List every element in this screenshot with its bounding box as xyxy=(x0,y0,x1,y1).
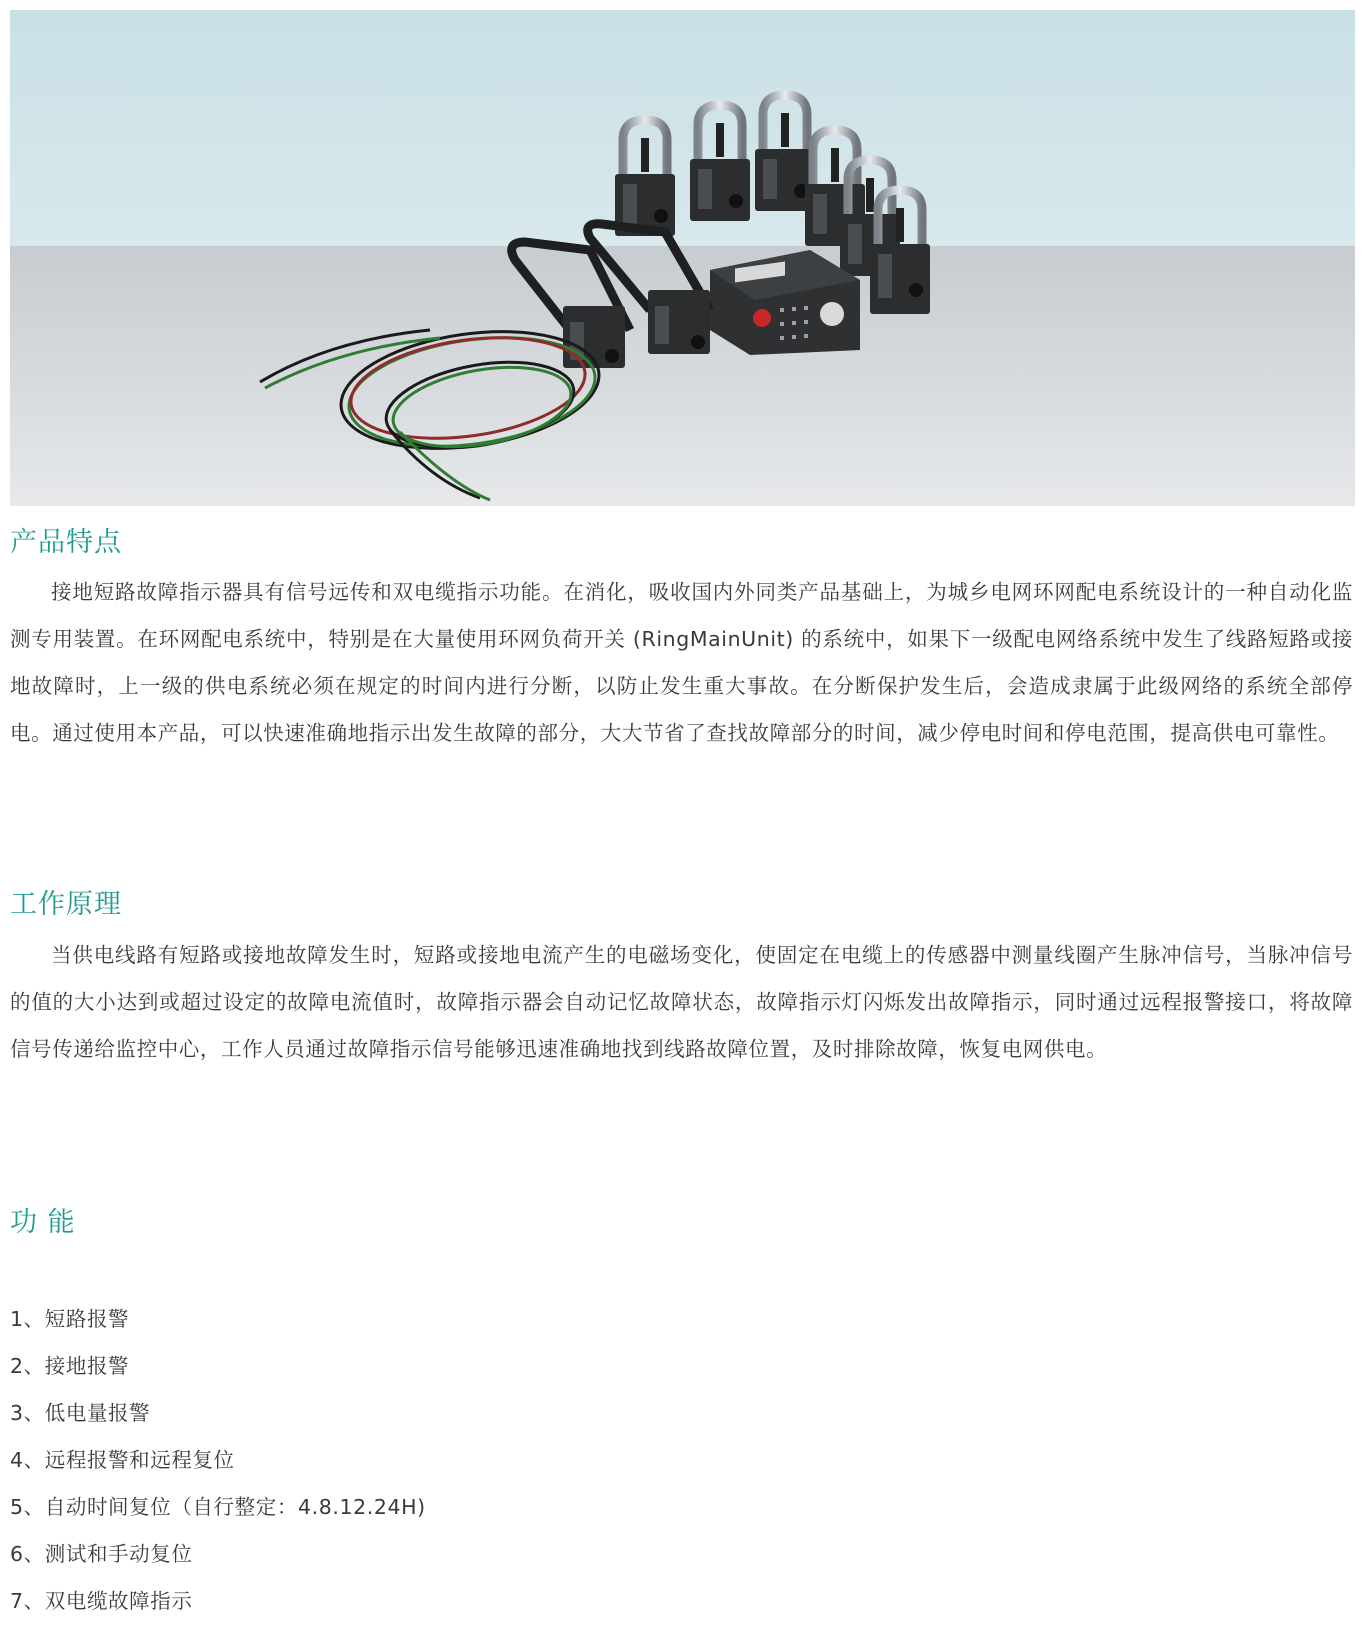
function-item: 2、接地报警 xyxy=(10,1354,130,1378)
functions-list xyxy=(10,1296,426,1625)
section-title-functions: 功 能 xyxy=(10,1207,76,1238)
function-item: 1、短路报警 xyxy=(10,1307,130,1331)
function-item: 7、双电缆故障指示 xyxy=(10,1589,193,1613)
section-title-features: 产品特点 xyxy=(10,527,122,558)
features-paragraph: 接地短路故障指示器具有信号远传和双电缆指示功能。在消化，吸收国内外同类产品基础上，为城乡电网环网配电系统设计的一种自动化监测专用装置。在环网配电系统中，特别是在大量使用环网负荷开关 (RingMainUnit) 的系统中，如果下一级配电网络系统中发生了线路短路或接地故障时，上一级的供电系统必须在规定的时间内进行分断，以防止发生重大事故。在分断保护发生后，会造成隶属于此级网络的系统全部停电。通过使用本产品，可以快速准确地指示出发生故障的部分，大大节省了查找故障部分的时间，减少停电时间和停电范围，提高供电可靠性。 xyxy=(10,580,1353,745)
function-item: 6、测试和手动复位 xyxy=(10,1542,193,1566)
function-item: 3、低电量报警 xyxy=(10,1401,151,1425)
function-item: 4、远程报警和远程复位 xyxy=(10,1448,235,1472)
section-title-principle: 工作原理 xyxy=(10,889,122,920)
product-photo xyxy=(10,10,1355,506)
principle-paragraph: 当供电线路有短路或接地故障发生时，短路或接地电流产生的电磁场变化，使固定在电缆上的传感器中测量线圈产生脉冲信号，当脉冲信号的值的大小达到或超过设定的故障电流值时，故障指示器会自动记忆故障状态，故障指示灯闪烁发出故障指示，同时通过远程报警接口，将故障信号传递给监控中心，工作人员通过故障指示信号能够迅速准确地找到线路故障位置，及时排除故障，恢复电网供电。 xyxy=(10,943,1353,1061)
function-item: 5、自动时间复位（自行整定：4.8.12.24H) xyxy=(10,1495,426,1519)
